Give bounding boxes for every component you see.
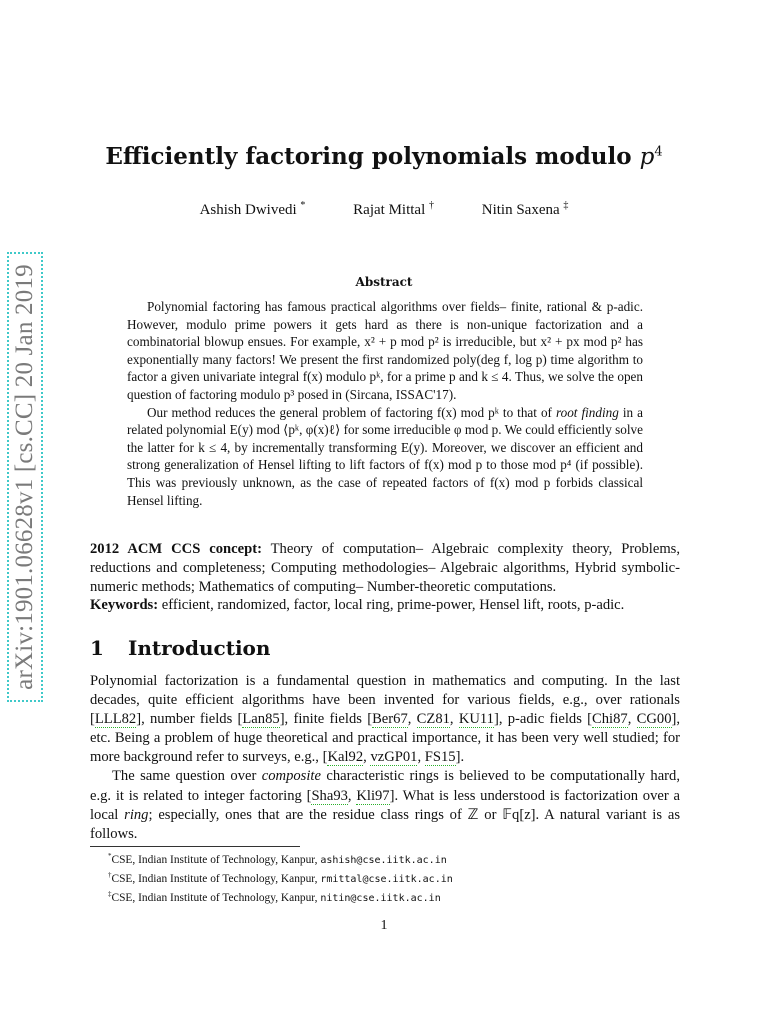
text: Polynomial factorization is a fundamental question in mathematics and computing. In the last decades, quite efficient algorithms have been invented for various fields, e.g., over rationals [ (90, 673, 680, 728)
text: characteristic rings is believed to be computationally hard, e.g. it is related to integer factoring [ (90, 768, 680, 804)
abstract-paragraph-2 (127, 404, 643, 510)
text: ], number fields [ (136, 711, 243, 728)
author-footnote-mark[interactable]: † (429, 200, 434, 211)
footnote-rule (90, 846, 300, 847)
author-2 (353, 200, 434, 219)
author-name: Nitin Saxena (481, 202, 560, 218)
emphasis: composite (261, 768, 321, 785)
text: ]. What is less understood is factorization over a local (90, 787, 680, 823)
author-footnote-mark[interactable]: ‡ (563, 200, 569, 211)
footnote-mark: * (108, 852, 112, 860)
text: ], finite fields [ (279, 711, 373, 728)
section-number: 1 (90, 636, 104, 660)
title-text: Efficiently factoring polynomials modulo (105, 143, 640, 170)
footnote-email[interactable]: nitin@cse.iitk.ac.in (320, 892, 441, 904)
text: ], etc. Being a problem of huge theoretical and practical importance, it has been very well studied; for more background refer to surveys, e.g., [ (90, 711, 681, 766)
footnote-mark: ‡ (108, 889, 112, 898)
text: ]. (455, 749, 465, 766)
section-heading (90, 636, 270, 660)
text: , (417, 749, 425, 766)
ccs-concept (90, 540, 680, 596)
text: , (627, 711, 637, 728)
citation-link[interactable]: vzGP01 (370, 749, 418, 766)
intro-paragraph-1 (90, 672, 680, 767)
author-name: Ashish Dwivedi (199, 202, 297, 218)
ccs-label: 2012 ACM CCS concept: (90, 541, 262, 557)
title-exponent: 4 (654, 144, 663, 160)
keywords (90, 596, 680, 615)
footnote-email[interactable]: rmittal@cse.iitk.ac.in (320, 873, 453, 885)
author-name: Rajat Mittal (353, 202, 426, 218)
citation-link[interactable]: Chi87 (592, 711, 628, 728)
citation-link[interactable]: Lan85 (242, 711, 280, 728)
footnote-mark: † (108, 870, 112, 879)
citation-link[interactable]: LLL82 (94, 711, 137, 728)
abstract-text: Our method reduces the general problem of factoring f(x) mod pᵏ to that of (147, 404, 556, 420)
section-title: Introduction (128, 636, 271, 660)
abstract-paragraph-1: Polynomial factoring has famous practical algorithms over fields– finite, rational & p-adic. However, modulo prime powers it gets hard as there is non-unique factorization and a combinatorial blowup ensues. For example, x² + p mod p² is irreducible, but x² + px mod p² has exponentially many factors! We present the first randomized poly(deg f, log p) time algorithm to factor a given univariate integral f(x) modulo pᵏ, for a prime p and k ≤ 4. Thus, we solve the open question of factoring modulo p³ posed in (Sircana, ISSAC'17). (127, 299, 643, 402)
footnote-text: CSE, Indian Institute of Technology, Kanpur, (111, 891, 321, 904)
keywords-text: efficient, randomized, factor, local ring, prime-power, Hensel lift, roots, p-adic. (158, 597, 625, 614)
arxiv-identifier: arXiv:1901.06628v1 [cs.CC] 20 Jan 2019 (11, 264, 38, 690)
footnote-2 (108, 868, 668, 887)
footnotes (108, 849, 668, 905)
citation-link[interactable]: Kal92 (327, 749, 364, 766)
citation-link[interactable]: Kli97 (356, 787, 390, 804)
citation-link[interactable]: Ber67 (372, 711, 408, 728)
text: , (449, 711, 459, 728)
footnote-1 (108, 849, 668, 868)
footnote-text: CSE, Indian Institute of Technology, Kanpur, (111, 853, 321, 866)
arxiv-stamp[interactable] (7, 252, 43, 702)
abstract-emphasis: root finding (555, 404, 619, 420)
text: , (347, 787, 357, 804)
text: ], p-adic fields [ (493, 711, 593, 728)
author-3 (482, 200, 569, 219)
text: ; especially, ones that are the residue class rings of ℤ or 𝔽q[z]. A natural variant is as follows. (90, 806, 680, 842)
abstract-text: in a related polynomial E(y) mod ⟨pᵏ, φ(x)ℓ⟩ for some irreducible φ mod p. We could efficiently solve the latter for k ≤ 4, by incrementally transforming E(y). Moreover, we discover an efficient and strong generalization of Hensel lifting to lift factors of f(x) mod p to those mod p⁴ (if possible). This was previously unknown, as the case of repeated factors of f(x) mod p forbids classical Hensel lifting. (127, 404, 643, 508)
citation-link[interactable]: FS15 (424, 749, 456, 766)
text: , (363, 749, 371, 766)
author-list (0, 200, 768, 219)
text: The same question over (112, 768, 262, 785)
author-footnote-mark[interactable]: * (300, 200, 306, 211)
footnote-email[interactable]: ashish@cse.iitk.ac.in (320, 854, 447, 866)
intro-paragraph-2 (90, 767, 680, 843)
paper-title (0, 143, 768, 170)
text: , (407, 711, 417, 728)
keywords-label: Keywords: (90, 597, 159, 614)
title-variable: p (639, 144, 655, 170)
ccs-keywords-block (90, 540, 680, 615)
footnote-3 (108, 887, 668, 906)
abstract-heading: Abstract (355, 275, 413, 289)
intro-body (90, 672, 680, 844)
author-1 (200, 200, 306, 219)
page-number: 1 (380, 918, 388, 933)
emphasis: ring (124, 806, 149, 823)
citation-link[interactable]: Sha93 (311, 787, 348, 804)
citation-link[interactable]: CZ81 (416, 711, 450, 728)
footnote-text: CSE, Indian Institute of Technology, Kanpur, (111, 872, 321, 885)
ccs-text: Theory of computation– Algebraic complexity theory, Problems, reductions and completeness; Computing methodologies– Algebraic algorithms, Hybrid symbolic-numeric methods; Mathematics of computing– Number-theoretic computations. (90, 541, 680, 595)
citation-link[interactable]: KU11 (458, 711, 494, 728)
abstract-body (127, 298, 643, 509)
citation-link[interactable]: CG00 (636, 711, 672, 728)
